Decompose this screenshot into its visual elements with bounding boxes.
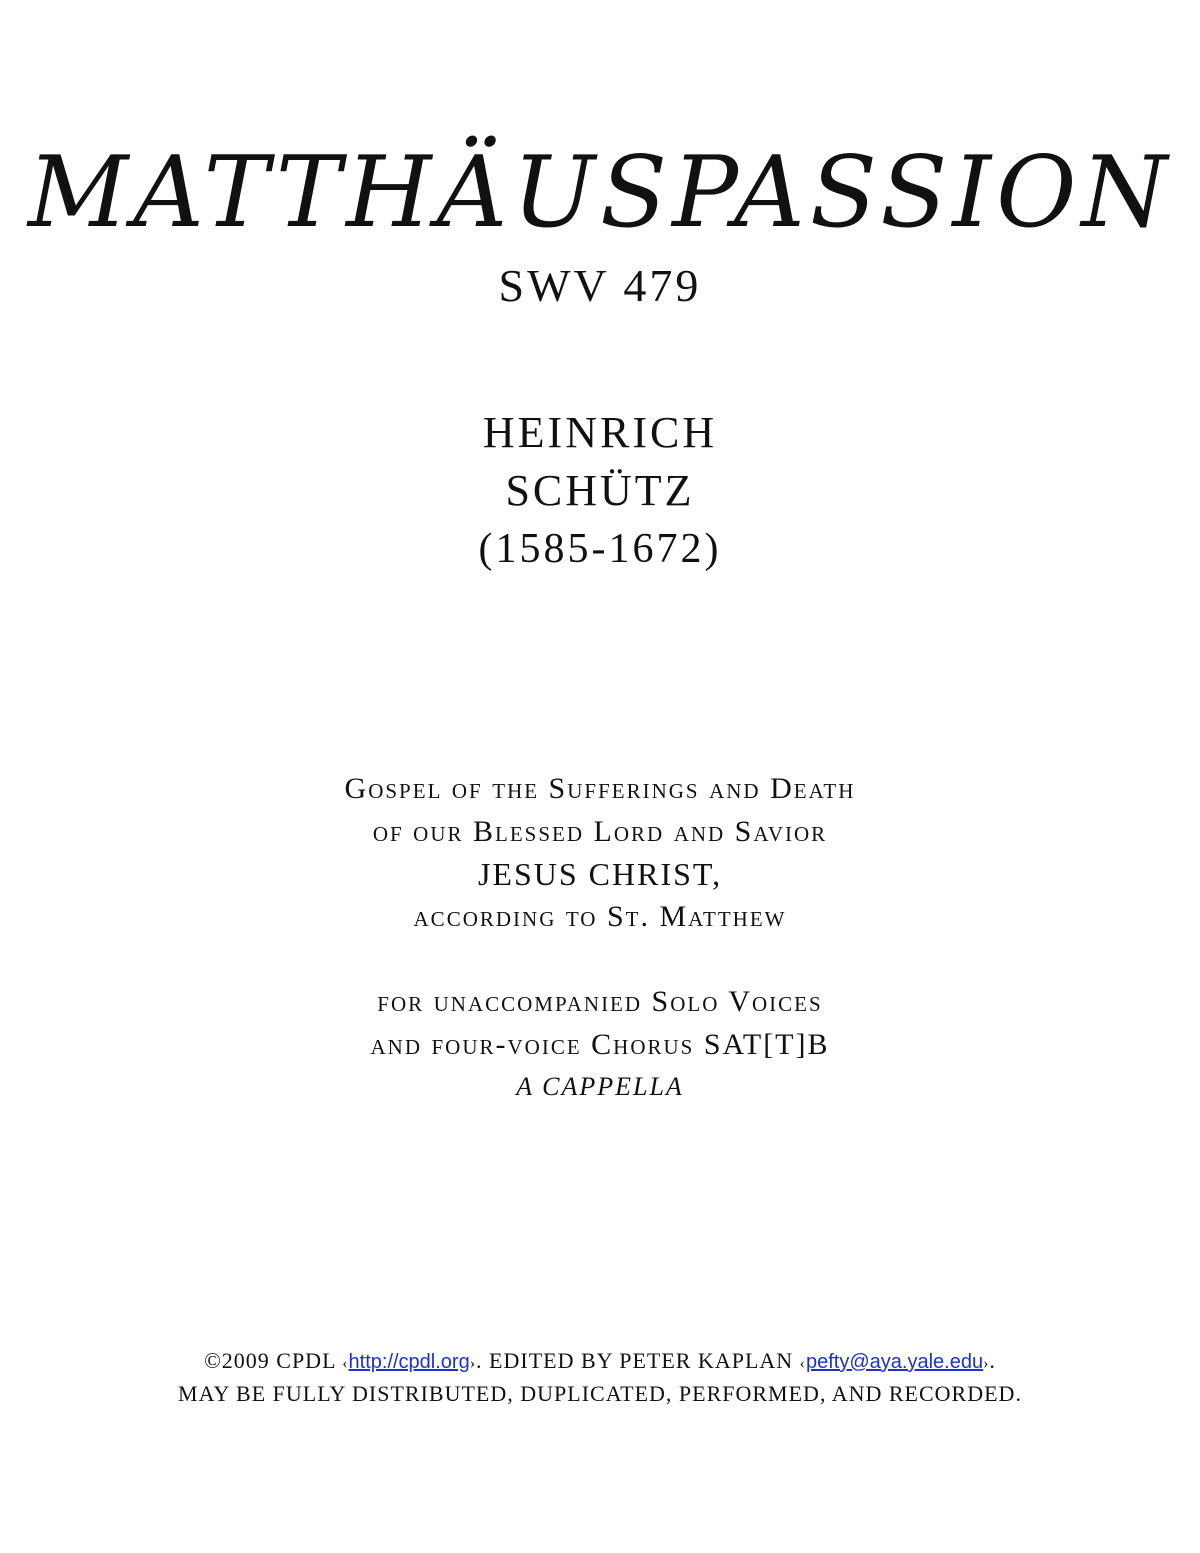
footer-line-1: ©2009 CPDL ‹http://cpdl.org›. EDITED BY PETER KAPLAN ‹pefty@aya.yale.edu›. (204, 1348, 996, 1373)
composer-first-name: HEINRICH (482, 408, 718, 457)
copyright-text: ©2009 CPDL (204, 1348, 336, 1373)
left-angle: ‹ (799, 1355, 806, 1372)
left-angle: ‹ (342, 1355, 349, 1372)
page-title: MATTHÄUSPASSION (27, 136, 1173, 250)
description-line-1: Gospel of the Sufferings and Death (344, 772, 856, 805)
cpdl-link[interactable]: http://cpdl.org (348, 1351, 470, 1373)
editor-email-link[interactable]: pefty@aya.yale.edu (806, 1351, 984, 1373)
description-spacer (0, 938, 1200, 981)
editor-credit: . EDITED BY PETER KAPLAN (476, 1348, 794, 1373)
a-cappella-label: A CAPPELLA (516, 1072, 684, 1101)
catalog-number: SWV 479 (498, 260, 702, 311)
composer-dates: (1585-1672) (478, 526, 722, 572)
description-line-3: JESUS CHRIST, (477, 856, 723, 892)
footer (0, 1346, 1200, 1409)
scoring-line-2: and four-voice Chorus SAT[T]B (370, 1027, 830, 1061)
description-line-2: of our Blessed Lord and Savior (372, 814, 828, 848)
description-line-4: according to St. Matthew (413, 899, 787, 933)
right-angle: › (983, 1355, 990, 1372)
footer-line-2: MAY BE FULLY DISTRIBUTED, DUPLICATED, PERFORMED, AND RECORDED. (178, 1381, 1022, 1406)
composer-last-name: SCHÜTZ (505, 466, 695, 515)
work-description (0, 768, 1200, 1109)
right-angle: › (469, 1355, 477, 1372)
composer-block (0, 404, 1200, 578)
scoring-line-1: for unaccompanied Solo Voices (377, 985, 823, 1018)
